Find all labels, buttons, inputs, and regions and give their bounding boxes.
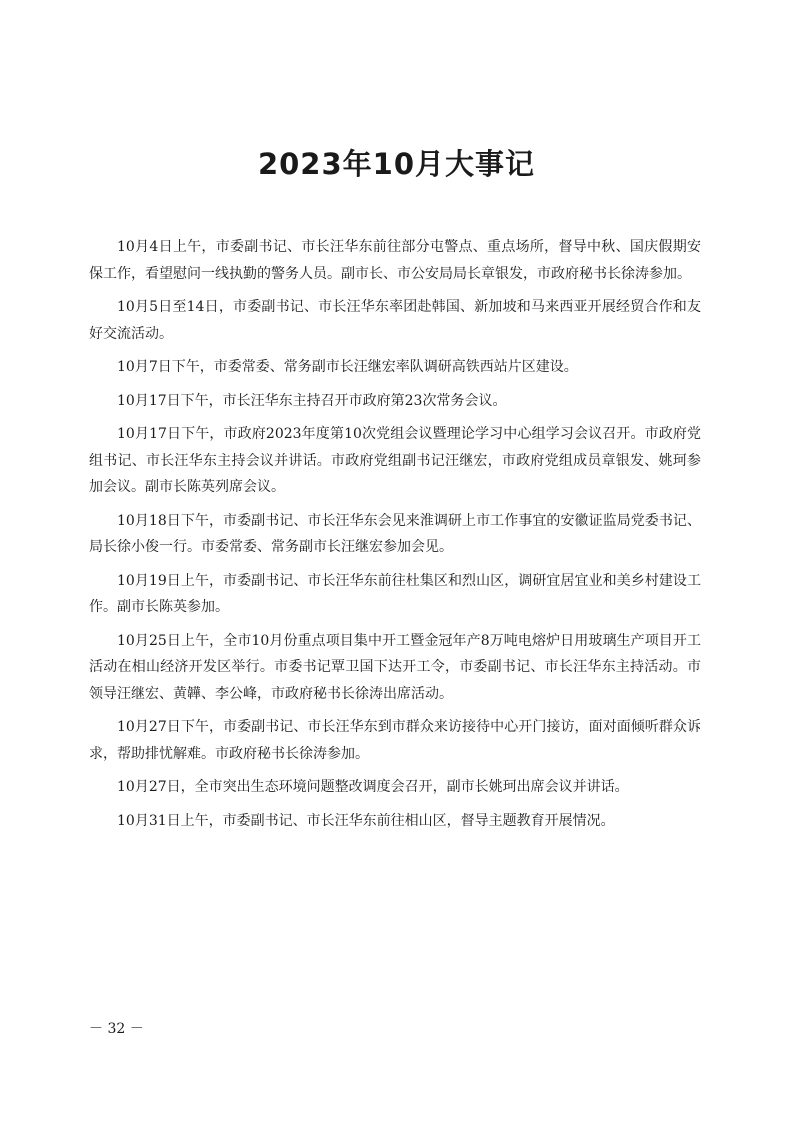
document-body	[89, 234, 701, 841]
paragraph: 10月19日上午，市委副书记、市长汪华东前往杜集区和烈山区，调研宜居宜业和美乡村建设工作。副市长陈英参加。	[89, 572, 701, 615]
paragraph: 10月27日，全市突出生态环境问题整改调度会召开，副市长姚珂出席会议并讲话。	[117, 779, 629, 795]
paragraph: 10月31日上午，市委副书记、市长汪华东前往相山区，督导主题教育开展情况。	[117, 812, 615, 829]
paragraph: 10月25日上午，全市10月份重点项目集中开工暨金冠年产8万吨电熔炉日用玻璃生产项目开工活动在相山经济开发区举行。市委书记覃卫国下达开工令，市委副书记、市长汪华东主持活动。市领导汪继宏、黄韡、李公峰，市政府秘书长徐涛出席活动。	[89, 632, 701, 702]
paragraph: 10月17日下午，市长汪华东主持召开市政府第23次常务会议。	[117, 392, 507, 409]
page-title: 2023年10月大事记	[257, 147, 536, 181]
paragraph: 10月27日下午，市委副书记、市长汪华东到市群众来访接待中心开门接访，面对面倾听群众诉求，帮助排忧解难。市政府秘书长徐涛参加。	[89, 719, 701, 762]
paragraph: 10月4日上午，市委副书记、市长汪华东前往部分屯警点、重点场所，督导中秋、国庆假期安保工作，看望慰问一线执勤的警务人员。副市长、市公安局局长章银发，市政府秘书长徐涛参加。	[89, 239, 701, 282]
paragraph: 10月5日至14日，市委副书记、市长汪华东率团赴韩国、新加坡和马来西亚开展经贸合作和友好交流活动。	[89, 299, 701, 342]
paragraph: 10月7日下午，市委常委、常务副市长汪继宏率队调研高铁西站片区建设。	[117, 359, 578, 375]
page-number: － 32 －	[89, 1021, 144, 1037]
paragraph: 10月18日下午，市委副书记、市长汪华东会见来淮调研上市工作事宜的安徽证监局党委书记、局长徐小俊一行。市委常委、常务副市长汪继宏参加会见。	[89, 512, 701, 555]
paragraph: 10月17日下午，市政府2023年度第10次党组会议暨理论学习中心组学习会议召开。市政府党组书记、市长汪华东主持会议并讲话。市政府党组副书记汪继宏，市政府党组成员章银发、姚珂参加会议。副市长陈英列席会议。	[89, 426, 701, 495]
